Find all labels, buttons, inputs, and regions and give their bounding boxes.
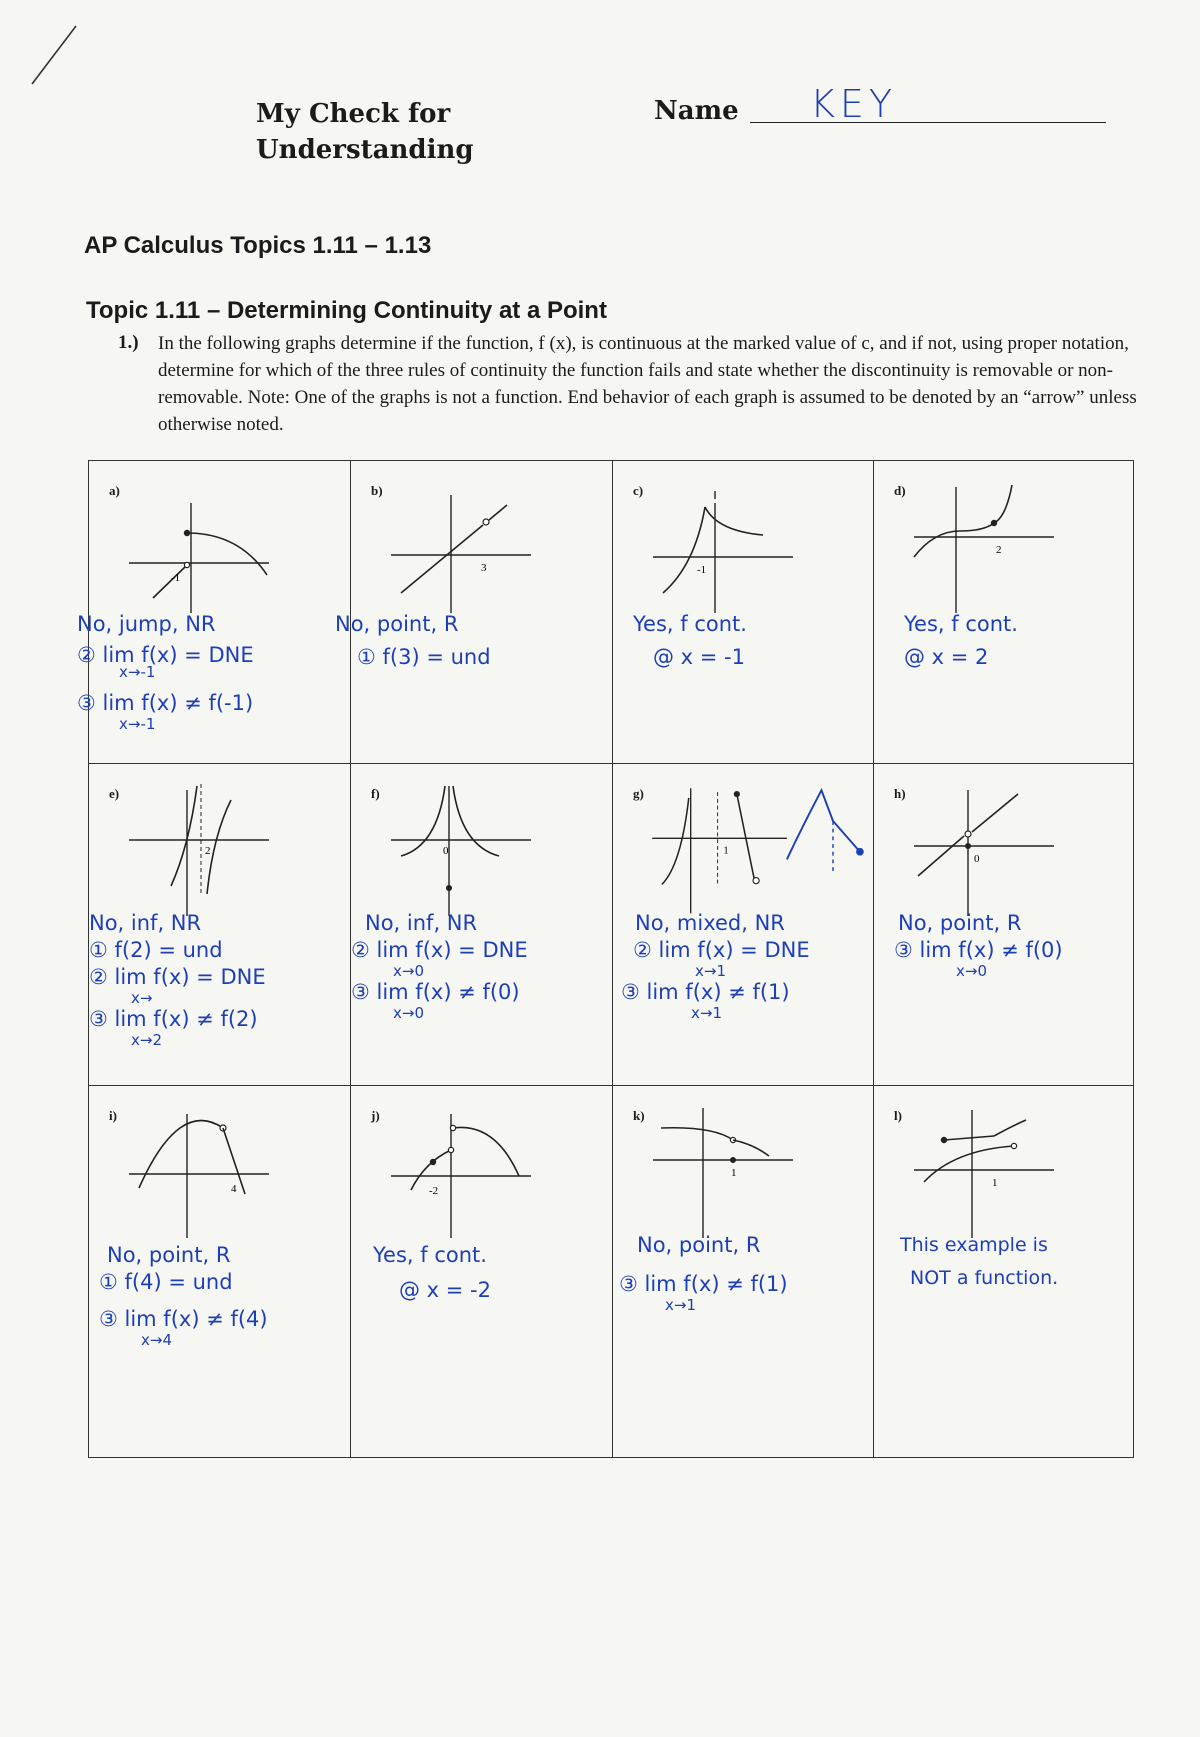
cell-j bbox=[351, 1086, 612, 1418]
handwritten-line: ③ lim f(x) ≠ f(0) bbox=[351, 980, 520, 1004]
handwritten-line: ③ lim f(x) ≠ f(1) bbox=[619, 1272, 788, 1296]
handwritten-line: No, inf, NR bbox=[365, 911, 478, 935]
handwritten-line: ③ lim f(x) ≠ f(4) bbox=[99, 1307, 268, 1331]
cell-label: h) bbox=[894, 786, 906, 801]
course-heading: AP Calculus Topics 1.11 – 1.13 bbox=[84, 232, 432, 259]
cell-label: j) bbox=[371, 1108, 380, 1123]
cell-i bbox=[89, 1086, 350, 1418]
handwritten-line: Yes, f cont. bbox=[904, 612, 1018, 636]
handwritten-line: ① f(4) = und bbox=[99, 1270, 233, 1294]
handwritten-line: No, point, R bbox=[107, 1243, 231, 1267]
tick-label: 1 bbox=[731, 1167, 737, 1179]
handwritten-line: No, inf, NR bbox=[89, 911, 202, 935]
handwritten-line: This example is bbox=[900, 1234, 1048, 1256]
handwritten-line: No, point, R bbox=[898, 911, 1022, 935]
cell-label: e) bbox=[109, 786, 120, 801]
graph-l bbox=[894, 1098, 1074, 1238]
cell-label: k) bbox=[633, 1108, 645, 1123]
cell-label: b) bbox=[371, 483, 383, 498]
cell-b bbox=[335, 461, 612, 793]
cell-d bbox=[874, 461, 1135, 793]
handwritten-answer-k bbox=[613, 1232, 875, 1314]
handwritten-line: ② lim f(x) = DNE bbox=[77, 643, 254, 667]
handwritten-subscript: x→2 bbox=[131, 1031, 162, 1049]
handwritten-answer-i bbox=[89, 1242, 351, 1349]
graph-i bbox=[109, 1098, 289, 1238]
handwritten-line: ② lim f(x) = DNE bbox=[89, 965, 266, 989]
tick-label: 1 bbox=[723, 845, 729, 857]
cell-k bbox=[613, 1086, 874, 1418]
tick-label: 2 bbox=[205, 845, 211, 857]
handwritten-answer-j bbox=[351, 1242, 613, 1302]
name-value-handwritten: KEY bbox=[810, 82, 898, 126]
cell-label: l) bbox=[894, 1108, 902, 1123]
handwritten-line: ① f(3) = und bbox=[357, 645, 491, 669]
tick-label: -1 bbox=[171, 572, 181, 584]
handwritten-line: ③ lim f(x) ≠ f(1) bbox=[621, 980, 790, 1004]
question-number: 1.) bbox=[118, 332, 139, 353]
handwritten-answer-g bbox=[613, 910, 875, 1021]
cell-f bbox=[351, 764, 612, 1096]
graph-j bbox=[371, 1098, 551, 1238]
handwritten-line: ② lim f(x) = DNE bbox=[633, 938, 810, 962]
handwritten-line: Yes, f cont. bbox=[633, 612, 747, 636]
handwritten-subscript: x→ bbox=[131, 989, 153, 1007]
handwritten-line: No, mixed, NR bbox=[635, 911, 785, 935]
handwritten-subscript: x→0 bbox=[393, 962, 424, 980]
name-field-line bbox=[750, 122, 1106, 123]
tick-label: 2 bbox=[996, 544, 1002, 556]
handwritten-line: No, jump, NR bbox=[77, 612, 216, 636]
handwritten-subscript: x→0 bbox=[393, 1004, 424, 1022]
handwritten-line: NOT a function. bbox=[910, 1267, 1059, 1289]
graph-b bbox=[371, 473, 551, 613]
handwritten-line: @ x = -2 bbox=[399, 1278, 491, 1302]
graph-d bbox=[894, 473, 1074, 613]
handwritten-subscript: x→-1 bbox=[119, 715, 156, 733]
handwritten-answer-b bbox=[335, 611, 613, 669]
tick-label: -2 bbox=[429, 1185, 439, 1197]
handwritten-subscript: x→-1 bbox=[119, 663, 156, 681]
handwritten-line: No, point, R bbox=[637, 1233, 761, 1257]
title-line-2: Understanding bbox=[256, 135, 474, 165]
cell-g bbox=[613, 764, 874, 1096]
handwritten-line: ③ lim f(x) ≠ f(-1) bbox=[77, 691, 254, 715]
handwritten-answer-e bbox=[89, 910, 351, 1048]
handwritten-subscript: x→1 bbox=[691, 1004, 722, 1022]
handwritten-line: ② lim f(x) = DNE bbox=[351, 938, 528, 962]
handwritten-line: @ x = -1 bbox=[653, 645, 745, 669]
cell-label: d) bbox=[894, 483, 906, 498]
handwritten-line: ③ lim f(x) ≠ f(2) bbox=[89, 1007, 258, 1031]
cell-label: f) bbox=[371, 786, 380, 801]
graph-k bbox=[633, 1098, 813, 1238]
cell-label: i) bbox=[109, 1108, 117, 1123]
cell-l bbox=[874, 1086, 1135, 1418]
handwritten-subscript: x→0 bbox=[956, 962, 987, 980]
cell-h bbox=[874, 764, 1135, 1096]
graph-g bbox=[633, 776, 883, 916]
handwritten-answer-l bbox=[874, 1232, 1136, 1289]
handwritten-line: @ x = 2 bbox=[904, 645, 989, 669]
question-text: In the following graphs determine if the function, f (x), is continuous at the marked value of c, and if not, using proper notation, determine for which of the three rules of continuity the function fails and state whether the discontinuity is removable or non-removable. Note: One of the graphs is not a function. End behavior of each graph is assumed to be denoted by an “arrow” unless otherwise noted. bbox=[158, 333, 1137, 435]
cell-label: a) bbox=[109, 483, 120, 498]
graph-grid bbox=[77, 460, 1134, 1458]
handwritten-line: Yes, f cont. bbox=[373, 1243, 487, 1267]
tick-label: 0 bbox=[443, 845, 449, 857]
topic-heading: Topic 1.11 – Determining Continuity at a Point bbox=[86, 297, 607, 324]
tick-label: 1 bbox=[992, 1177, 998, 1189]
tick-label: 4 bbox=[231, 1183, 237, 1195]
cell-label: g) bbox=[633, 786, 644, 801]
graph-h bbox=[894, 776, 1074, 916]
corner-check-mark bbox=[24, 20, 84, 90]
handwritten-answer-f bbox=[351, 910, 613, 1021]
tick-label: -1 bbox=[697, 564, 707, 576]
cell-c bbox=[613, 461, 874, 793]
tick-label: 0 bbox=[974, 853, 980, 865]
cell-label: c) bbox=[633, 483, 644, 498]
worksheet-title bbox=[256, 96, 474, 168]
cell-e bbox=[89, 764, 350, 1096]
handwritten-answer-a bbox=[77, 611, 351, 733]
handwritten-line: No, point, R bbox=[335, 612, 459, 636]
handwritten-answer-d bbox=[874, 611, 1136, 669]
graph-e bbox=[109, 776, 289, 916]
handwritten-line: ① f(2) = und bbox=[89, 938, 223, 962]
handwritten-subscript: x→4 bbox=[141, 1331, 172, 1349]
cell-a bbox=[77, 461, 350, 793]
graph-c bbox=[633, 473, 813, 613]
graph-f bbox=[371, 776, 551, 916]
handwritten-line: ③ lim f(x) ≠ f(0) bbox=[894, 938, 1063, 962]
tick-label: 3 bbox=[481, 562, 487, 574]
graph-a bbox=[109, 473, 289, 613]
handwritten-subscript: x→1 bbox=[665, 1296, 696, 1314]
handwritten-subscript: x→1 bbox=[695, 962, 726, 980]
handwritten-answer-c bbox=[613, 611, 875, 669]
name-label: Name bbox=[654, 96, 739, 126]
title-line-1: My Check for bbox=[256, 99, 451, 129]
handwritten-answer-h bbox=[874, 910, 1136, 979]
